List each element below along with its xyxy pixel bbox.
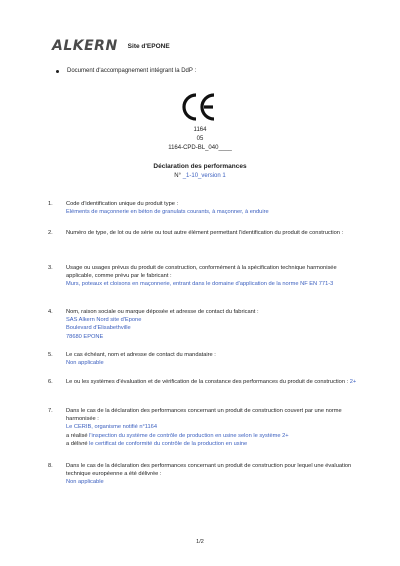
item-question bbox=[66, 378, 358, 386]
manufacturer-city: 78680 EPONE bbox=[66, 333, 104, 340]
item-question-text: Le ou les systèmes d'évaluation et de vérification de la constance des performances du produit de construction : bbox=[66, 379, 349, 385]
a-delivre-text: le certificat de conformité du contrôle de la production en usine bbox=[89, 440, 248, 447]
a-realise-text: l'inspection du système de contrôle de production en usine selon le système 2+ bbox=[89, 432, 289, 439]
item-number: 1. bbox=[48, 201, 53, 207]
manufacturer-street: Boulevard d'Elisabethville bbox=[66, 325, 131, 332]
item-question: Le cas échéant, nom et adresse de contact du mandataire : bbox=[66, 352, 216, 358]
intro-text: Document d'accompagnement intégrant la DdP : bbox=[67, 68, 197, 74]
dop-number-value: _1-10_version 1 bbox=[182, 173, 226, 179]
item-answer: Murs, poteaux et cloisons en maçonnerie, entrant dans le domaine d'application de la norme NF EN 771-3 bbox=[66, 281, 334, 288]
item-number: 4. bbox=[48, 309, 53, 315]
item-number: 2. bbox=[48, 230, 53, 236]
item-answer: Eléments de maçonnerie en béton de granulats courants, à maçonner, à enduire bbox=[66, 209, 269, 216]
item-number: 8. bbox=[48, 463, 53, 469]
ce-mark-icon bbox=[180, 92, 220, 122]
intro-bullet bbox=[56, 68, 196, 74]
item-number: 5. bbox=[48, 352, 53, 358]
ce-certificate-number: 1164-CPD-BL_040____ bbox=[168, 145, 232, 151]
system-value: 2+ bbox=[349, 379, 357, 385]
dop-title: Déclaration des performances bbox=[153, 163, 247, 170]
alkern-logo bbox=[52, 38, 118, 54]
item-question: Nom, raison sociale ou marque déposée et adresse de contact du fabricant : bbox=[66, 309, 259, 315]
item-answer: Non applicable bbox=[66, 360, 104, 367]
dop-number-prefix: N° bbox=[174, 173, 182, 179]
logo-text: ALKERN bbox=[52, 38, 118, 54]
item-question: Dans le cas de la déclaration des performances concernant un produit de construction pour lequel une évaluation technique européenne a été délivrée : bbox=[66, 463, 352, 478]
a-delivre-prefix: a délivré bbox=[66, 440, 88, 447]
manufacturer-name: SAS Alkern Nord site d'Epone bbox=[66, 317, 142, 324]
item-question: Numéro de type, de lot ou de série ou tout autre élément permettant l'identification du produit de construction : bbox=[66, 230, 344, 236]
ce-notified-body: 1164 bbox=[193, 127, 207, 133]
item-number: 6. bbox=[48, 379, 53, 385]
a-realise-prefix: a réalisé bbox=[66, 432, 88, 439]
notified-body: Le CERIB, organisme notifié n°1164 bbox=[66, 424, 158, 431]
bullet-icon bbox=[56, 70, 59, 73]
item-question: Dans le cas de la déclaration des performances concernant un produit de construction couvert par une norme harmonisée : bbox=[66, 408, 342, 423]
page-header bbox=[52, 38, 170, 54]
item-number: 7. bbox=[48, 408, 53, 414]
item-question: Usage ou usages prévus du produit de construction, conformément à la spécification technique harmonisée applicable, comme prévu par le fabricant : bbox=[66, 265, 337, 280]
inspection-line bbox=[66, 432, 358, 440]
certificate-line bbox=[66, 440, 358, 448]
page-number: 1/2 bbox=[196, 539, 204, 545]
item-question: Code d'identification unique du produit type : bbox=[66, 201, 179, 207]
dop-number bbox=[0, 173, 400, 179]
site-label: Site d'EPONE bbox=[127, 42, 170, 50]
ce-year: 05 bbox=[196, 136, 204, 142]
item-answer: Non applicable bbox=[66, 479, 104, 486]
ce-mark bbox=[0, 92, 400, 127]
item-number: 3. bbox=[48, 265, 53, 271]
